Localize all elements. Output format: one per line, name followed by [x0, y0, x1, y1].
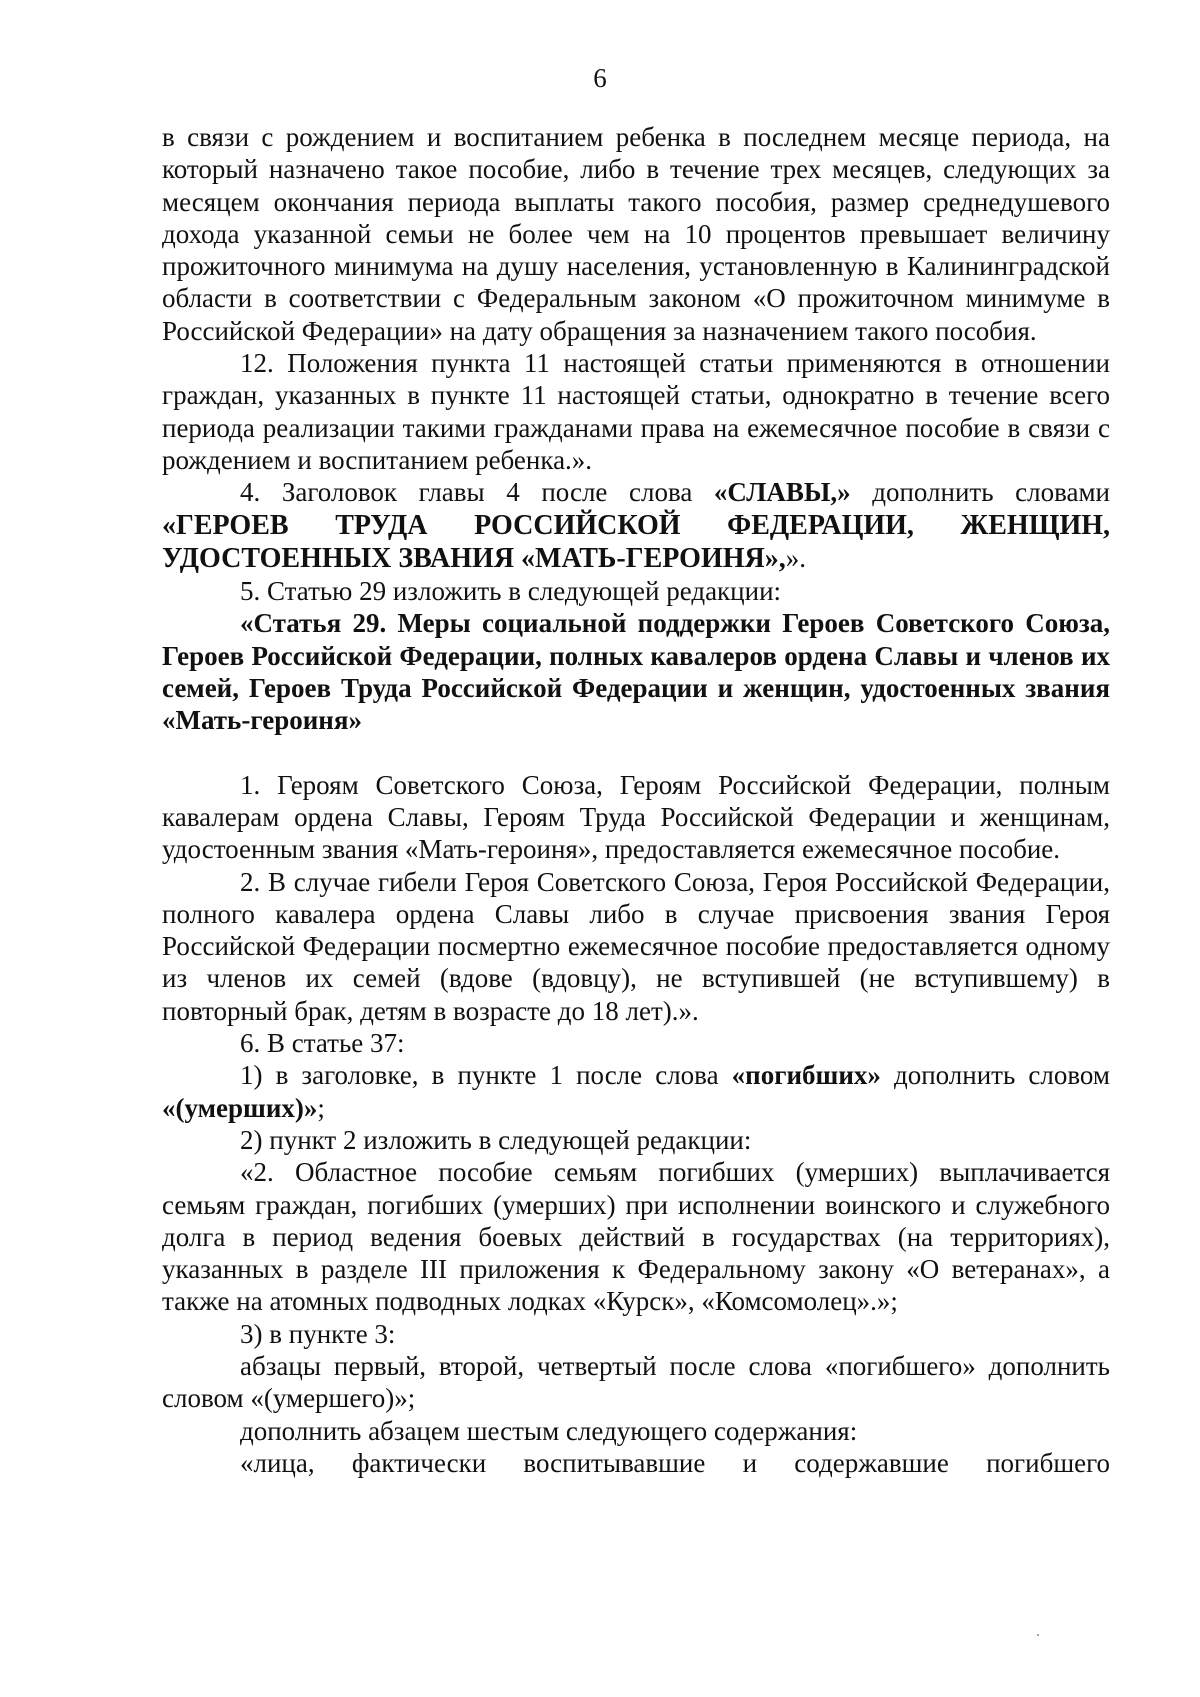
subitem-1-text: 1) в заголовке, в пункте 1 после слова — [240, 1060, 732, 1091]
scan-speck — [1037, 1634, 1039, 1636]
quoted-word-umershih: «(умерших)» — [162, 1092, 318, 1123]
paragraph-item-4 — [162, 476, 1110, 575]
quoted-word-slavy: «СЛАВЫ,» — [713, 477, 851, 508]
subitem-3-add-paragraph: дополнить абзацем шестым следующего содержания: — [240, 1415, 858, 1446]
subitem-1-middle: дополнить словом — [880, 1060, 1110, 1091]
paragraph-six-start: «лица, фактически воспитывавшие и содержавшие погибшего — [240, 1447, 1110, 1478]
paragraph-item-4-text: 4. Заголовок главы 4 после слова — [240, 477, 714, 508]
paragraph-item-6: 6. В статье 37: — [240, 1028, 405, 1059]
point-2-new-text: «2. Областное пособие семьям погибших (умерших) выплачивается семьям граждан, погибших (умерших) при исполнении воинского и служебного долга в период ведения боевых действий в государствах (на территориях), указанных в разделе III приложения к Федеральному закону «О ветеранах», а также на атомных подводных лодках «Курск», «Комсомолец».»; — [162, 1157, 1110, 1317]
paragraph-item-12: 12. Положения пункта 11 настоящей статьи применяются в отношении граждан, указанных в пункте 11 настоящей статьи, однократно в течение всего периода реализации такими гражданами права на ежемесячное пособие в связи с рождением и воспитанием ребенка.». — [162, 348, 1110, 475]
subitem-3-paragraphs-amendment: абзацы первый, второй, четвертый после слова «погибшего» дополнить словом «(умершего)»; — [162, 1350, 1110, 1414]
subitem-1-end: ; — [317, 1092, 325, 1123]
article-29-point-1: 1. Героям Советского Союза, Героям Российской Федерации, полным кавалерам ордена Славы, Героям Труда Российской Федерации и женщинам, удостоенным звания «Мать-героиня», предоставляется ежемесячное пособие. — [162, 769, 1110, 865]
paragraph-continuation: в связи с рождением и воспитанием ребенка в последнем месяце периода, на который назначено такое пособие, либо в течение трех месяцев, следующих за месяцем окончания периода выплаты такого пособия, размер среднедушевого дохода указанной семьи не более чем на 10 процентов превышает величину прожиточного минимума на душу населения, установленную в Калининградской области в соответствии с Федеральным законом «О прожиточном минимуме в Российской Федерации» на дату обращения за назначением такого пособия. — [162, 122, 1110, 346]
paragraph-item-5: 5. Статью 29 изложить в следующей редакции: — [240, 576, 782, 607]
paragraph-item-4-end: ». — [785, 542, 806, 573]
article-29-title: «Статья 29. Меры социальной поддержки Героев Советского Союза, Героев Российской Федерации, полных кавалеров ордена Славы и членов их семей, Героев Труда Российской Федерации и женщин, удостоенных звания «Мать-героиня» — [162, 608, 1110, 736]
blank-line — [162, 737, 1110, 769]
article-29-point-2: 2. В случае гибели Героя Советского Союза, Героя Российской Федерации, полного кавалера ордена Славы либо в случае присвоения звания Героя Российской Федерации посмертно ежемесячное пособие предоставляется одному из членов их семей (вдове (вдовцу), не вступившей (не вступившему) в повторный брак, детям в возрасте до 18 лет).». — [162, 866, 1110, 1026]
quoted-word-pogibshih: «погибших» — [731, 1060, 881, 1091]
subitem-1 — [162, 1059, 1110, 1124]
subitem-3: 3) в пункте 3: — [240, 1318, 396, 1349]
document-body — [162, 121, 1110, 1479]
page-number: 6 — [593, 63, 607, 93]
paragraph-item-4-middle: дополнить словами — [850, 477, 1110, 508]
subitem-2: 2) пункт 2 изложить в следующей редакции: — [240, 1124, 752, 1155]
added-words-caps: «ГЕРОЕВ ТРУДА РОССИЙСКОЙ ФЕДЕРАЦИИ, ЖЕНЩИН, УДОСТОЕННЫХ ЗВАНИЯ «МАТЬ-ГЕРОИНЯ», — [162, 509, 1110, 574]
